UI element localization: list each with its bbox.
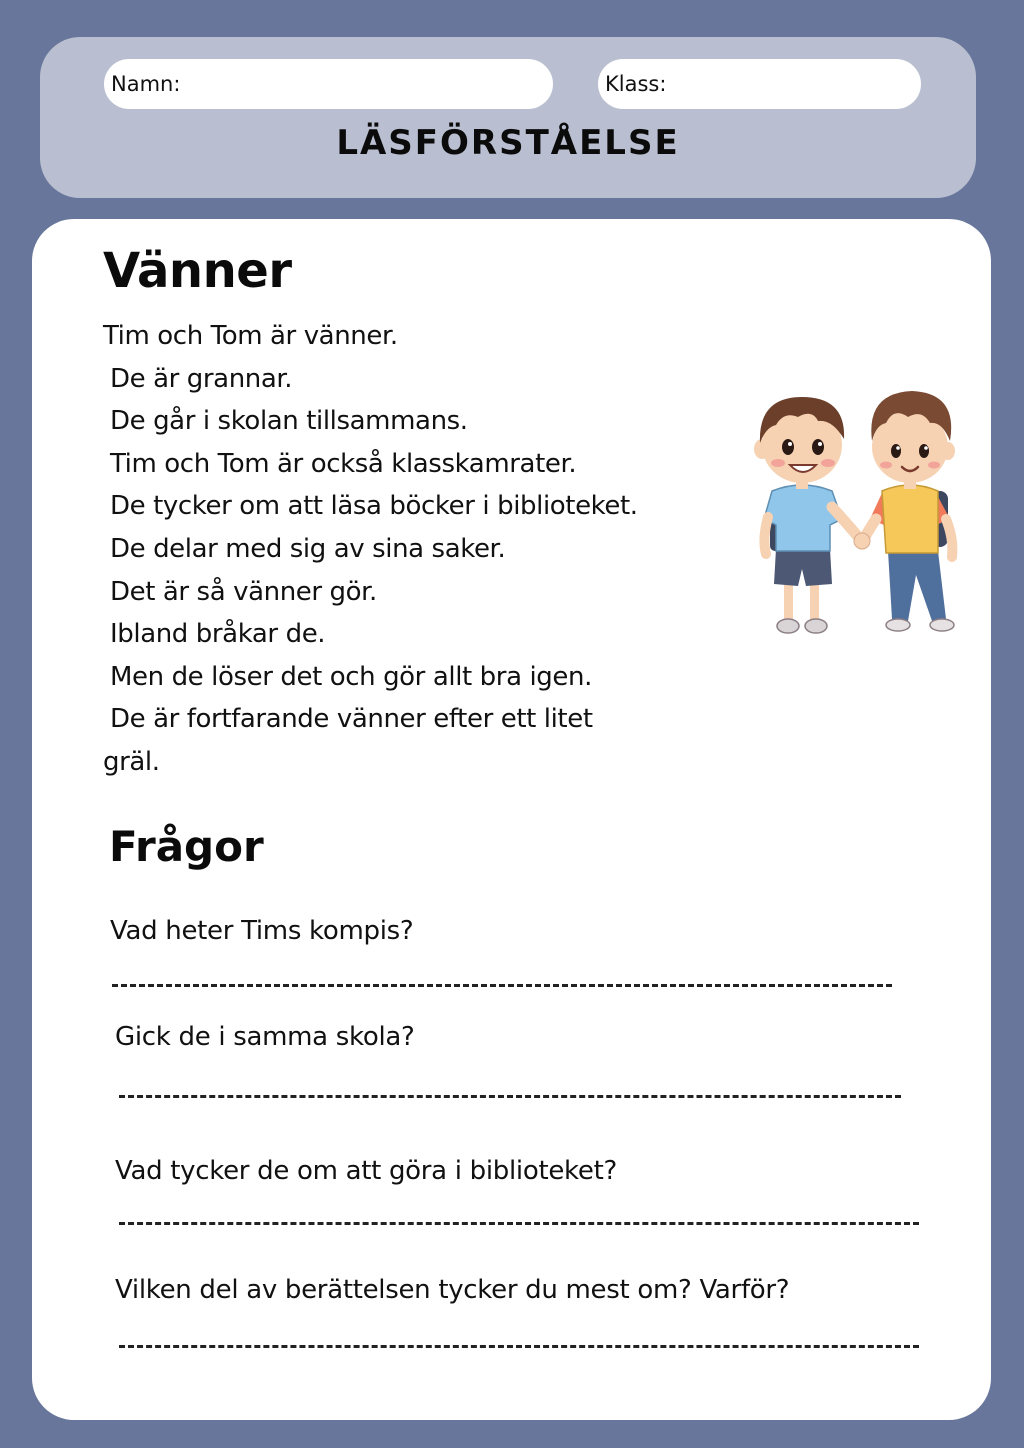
two-boys-holding-hands-illustration bbox=[732, 379, 982, 649]
story-line: Tim och Tom är också klasskamrater. bbox=[110, 448, 577, 479]
answer-line-2[interactable] bbox=[119, 1095, 901, 1098]
boy-left bbox=[754, 397, 860, 633]
name-field[interactable] bbox=[104, 59, 553, 109]
story-line: De är fortfarande vänner efter ett litet bbox=[110, 704, 593, 735]
story-line: Det är så vänner gör. bbox=[110, 576, 377, 607]
story-line: gräl. bbox=[103, 746, 160, 777]
story-line: Ibland bråkar de. bbox=[110, 619, 326, 650]
question-2: Gick de i samma skola? bbox=[115, 1022, 415, 1052]
question-4: Vilken del av berättelsen tycker du mest om? Varför? bbox=[115, 1275, 790, 1305]
questions-title: Frågor bbox=[109, 822, 264, 871]
story-title: Vänner bbox=[103, 243, 292, 299]
story-line: Tim och Tom är vänner. bbox=[103, 321, 398, 351]
class-field[interactable] bbox=[598, 59, 921, 109]
answer-line-3[interactable] bbox=[119, 1222, 919, 1225]
boy-right bbox=[854, 391, 955, 631]
answer-line-4[interactable] bbox=[119, 1345, 919, 1348]
story-line: Men de löser det och gör allt bra igen. bbox=[110, 661, 592, 692]
worksheet-title: LÄSFÖRSTÅELSE bbox=[336, 123, 680, 163]
answer-line-1[interactable] bbox=[112, 984, 892, 987]
story-text bbox=[103, 315, 638, 784]
story-line: De delar med sig av sina saker. bbox=[110, 533, 506, 564]
worksheet-card bbox=[32, 219, 991, 1420]
question-1: Vad heter Tims kompis? bbox=[110, 916, 414, 946]
name-label: Namn: bbox=[111, 72, 181, 96]
class-label: Klass: bbox=[605, 72, 667, 96]
story-line: De går i skolan tillsammans. bbox=[110, 406, 468, 437]
story-line: De är grannar. bbox=[110, 363, 293, 394]
question-3: Vad tycker de om att göra i biblioteket? bbox=[115, 1156, 617, 1186]
header-panel bbox=[40, 37, 976, 198]
story-line: De tycker om att läsa böcker i biblioteket. bbox=[110, 491, 638, 522]
